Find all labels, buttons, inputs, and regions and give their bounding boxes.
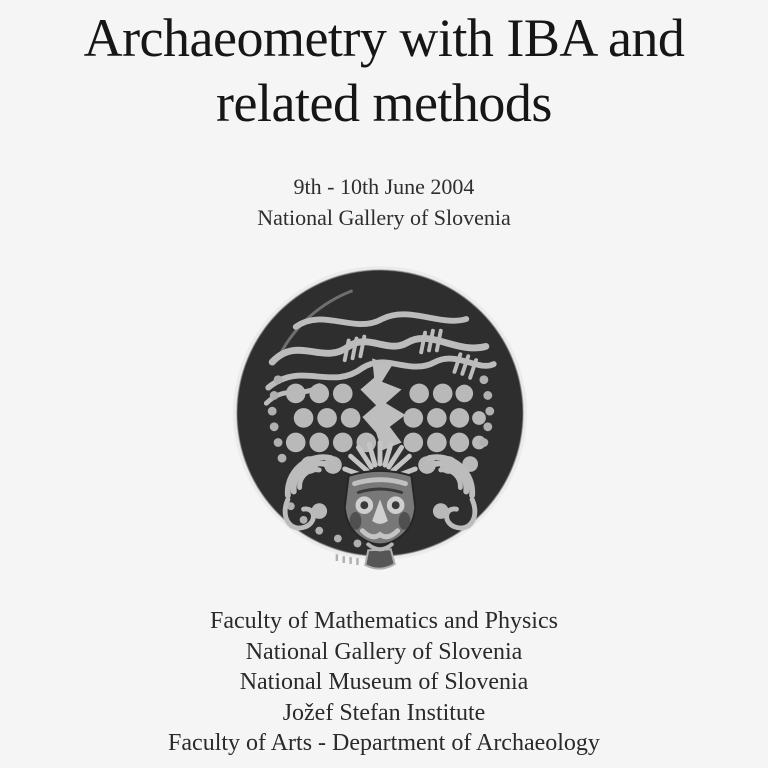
organizer-item: Faculty of Mathematics and Physics bbox=[210, 608, 558, 634]
organizer-item: National Gallery of Slovenia bbox=[245, 638, 523, 665]
ancient-coin-image bbox=[233, 264, 527, 570]
title-line-1: Archaeometry with IBA and bbox=[83, 8, 685, 68]
ancient-coin-photo bbox=[233, 264, 527, 570]
event-venue: National Gallery of Slovenia bbox=[257, 205, 511, 230]
event-details bbox=[0, 171, 768, 233]
title-line-2: related methods bbox=[216, 73, 552, 133]
event-dates: 9th - 10th June 2004 bbox=[293, 174, 475, 199]
page-title bbox=[0, 6, 768, 136]
organizer-list bbox=[0, 606, 768, 759]
organizer-item: Faculty of Arts - Department of Archaeology bbox=[168, 730, 600, 756]
organizer-item: Jožef Stefan Institute bbox=[282, 699, 486, 726]
organizer-item: National Museum of Slovenia bbox=[239, 669, 529, 695]
